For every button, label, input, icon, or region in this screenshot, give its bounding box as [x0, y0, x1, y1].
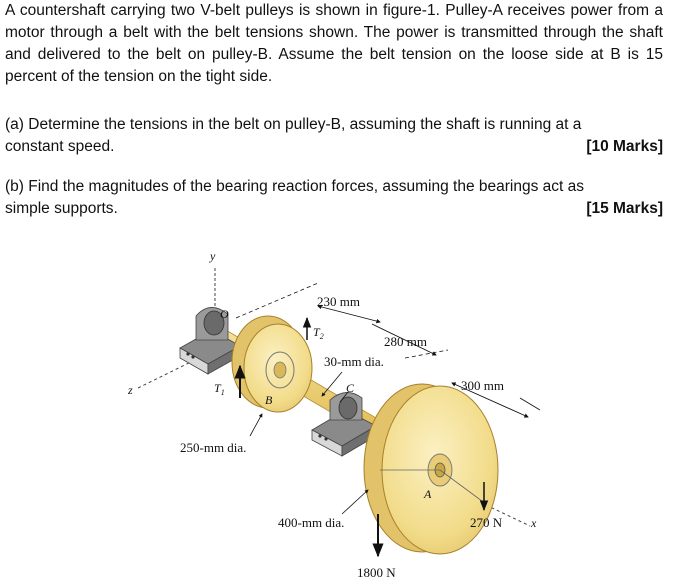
- part-b-marks: [15 Marks]: [586, 200, 663, 217]
- dim-280-ext: [405, 350, 448, 358]
- pulley-b-label: B: [265, 393, 273, 407]
- force-270-label: 270 N: [470, 515, 503, 530]
- bearing-c-label: C: [346, 381, 355, 395]
- part-a-line2: constant speed.: [5, 138, 115, 155]
- pulley-a-label: A: [424, 487, 432, 501]
- dim-280-label: 280 mm: [384, 334, 427, 349]
- part-b: [5, 176, 663, 220]
- axis-z-label: z: [128, 383, 133, 397]
- problem-intro: A countershaft carrying two V-belt pulleys is shown in figure-1. Pulley-A receives power from a motor through a belt with the belt tensions shown. The power is transmitted through the shaft and delivered to the belt on pulley-B. Assume the belt tension on the loose side at B is 15 percent of the tension on the tight side.: [5, 2, 663, 85]
- axis-y-label: y: [210, 249, 216, 263]
- part-b-line2: simple supports.: [5, 200, 118, 217]
- axis-x-label: x: [531, 516, 537, 530]
- t2-label: $T_2$: [313, 325, 324, 341]
- pulley-b-dia-label: 250-mm dia.: [180, 440, 247, 455]
- shaft-dia-label: 30-mm dia.: [324, 354, 384, 369]
- dim-230-label: 230 mm: [317, 294, 360, 309]
- dim-300-ext: [520, 398, 540, 410]
- origin-label: O: [220, 307, 229, 321]
- pulley-b-dia-leader: [250, 414, 262, 436]
- part-a: [5, 114, 663, 158]
- part-a-line1: (a) Determine the tensions in the belt on pulley-B, assuming the shaft is running at a: [5, 116, 582, 133]
- part-b-line1: (b) Find the magnitudes of the bearing reaction forces, assuming the bearings act as: [5, 178, 584, 195]
- force-1800-label: 1800 N: [357, 565, 396, 579]
- part-a-marks: [10 Marks]: [586, 138, 663, 155]
- bearing-o: [180, 307, 240, 374]
- t1-label: $T_1$: [214, 381, 225, 397]
- pulley-a-dia-leader: [342, 490, 368, 514]
- dim-300-label: 300 mm: [461, 378, 504, 393]
- dim-230-line: [236, 283, 318, 318]
- countershaft-figure: [110, 240, 560, 579]
- pulley-a-dia-label: 400-mm dia.: [278, 515, 345, 530]
